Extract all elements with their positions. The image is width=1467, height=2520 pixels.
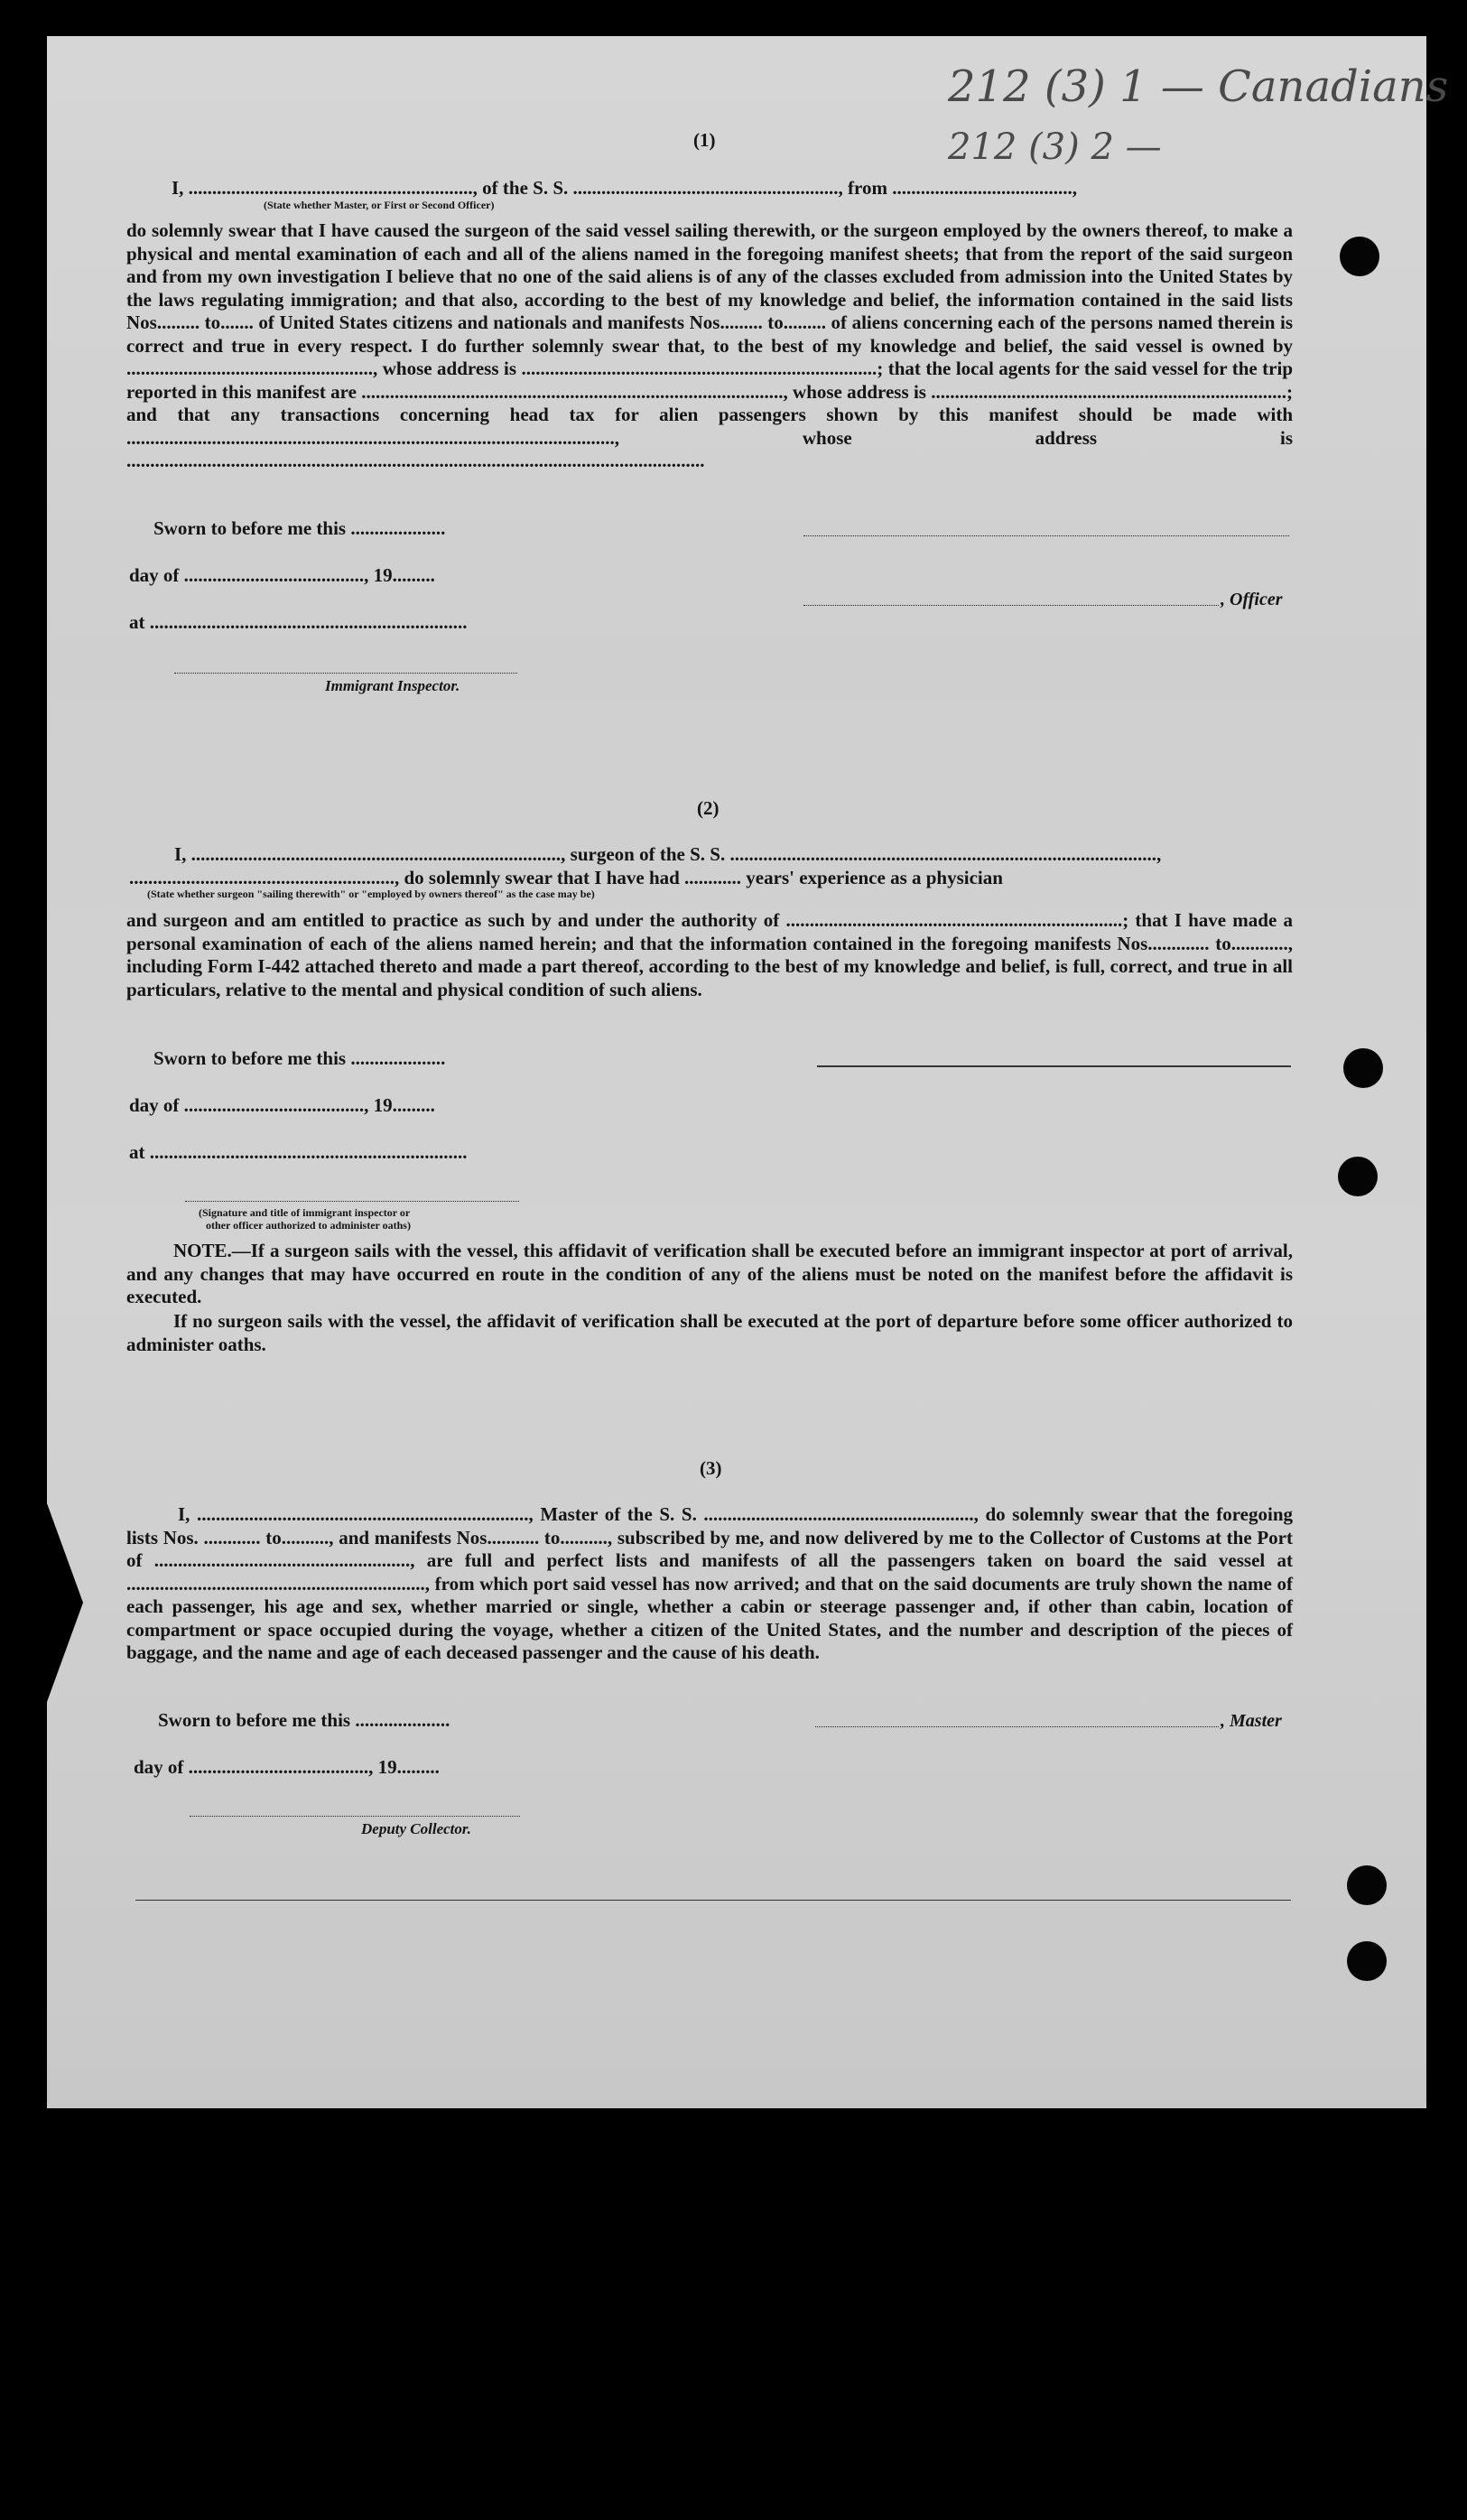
section-1-day-line: day of ......................................, 19......... [129, 564, 435, 586]
handwritten-note-second: 212 (3) 2 — [948, 126, 1162, 168]
officer-label: , Officer [1221, 590, 1283, 609]
binder-hole [1338, 1157, 1378, 1196]
section-2-note-1: NOTE.—If a surgeon sails with the vessel, this affidavit of verification shall be executed before an immigrant inspector at port of arrival, and any changes that may have occurred en route in the condition of any of the aliens must be noted on the manifest before the affidavit is executed. [126, 1240, 1293, 1307]
section-3-sworn-line: Sworn to before me this .................... [158, 1709, 450, 1731]
section-2-signature-note-1: (Signature and title of immigrant inspector or [199, 1206, 411, 1219]
collector-signature-line [190, 1816, 520, 1817]
binder-hole [1347, 1941, 1387, 1981]
section-3-day-line: day of ......................................, 19......... [134, 1756, 440, 1778]
binder-hole [1347, 1865, 1387, 1905]
inspector-signature-line [174, 673, 517, 674]
section-1-oath-paragraph: do solemnly swear that I have caused the surgeon of the said vessel sailing therewith, or the surgeon employed by the owners thereof, to make a physical and mental examination of each and all of the aliens named in the foregoing manifest sheets; that from the report of the said surgeon and from my own investigation I believe that no one of the said aliens is of any of the classes excluded from admission into the United States by the laws regulating immigration; and that also, according to the best of my knowledge and belief, the information contained in the said lists Nos......... to....... of United States citizens and nationals and manifests Nos......... to......... of aliens concerning each of the persons named therein is correct and true in every respect. I do further solemnly swear that, to the best of my knowledge and belief, the said vessel is owned by ...................................................., whose address is ...........................................................................; that the local agents for the said vessel for the trip reported in this manifest are ........................................................................................., whose address is ...........................................................................; and that any transactions concerning head tax for alien passengers shown by this manifest should be made with ......................................................................................................., whose address is .......................................................................................................................... [126, 219, 1293, 471]
section-1-officer-note: (State whether Master, or First or Second Officer) [264, 199, 495, 211]
master-signature-line [815, 1726, 1219, 1727]
deputy-collector-label: Deputy Collector. [361, 1820, 471, 1837]
immigrant-inspector-label: Immigrant Inspector. [325, 677, 460, 694]
handwritten-note-top: 212 (3) 1 — Canadians [948, 61, 1449, 112]
master-label: , Master [1221, 1711, 1282, 1731]
section-2-experience-line: ........................................................, do solemnly swear that I have had ............ years' experience as a physician [129, 867, 1003, 888]
torn-edge [47, 1503, 83, 1702]
section-3-oath-paragraph: I, ......................................................................, Master of the S. S. ........................................................., do solemnly swear that the foregoing lists Nos. ............ to.........., and manifests Nos........... to.........., subscribed by me, and now delivered by me to the Collector of Customs at the Port of ......................................................, are full and perfect lists and manifests of all the passengers taken on board the said vessel at ..............................................................., from which port said vessel has now arrived; and that on the said documents are truly shown the name of each passenger, his age and sex, whether married or single, whether a cabin or steerage passenger and, if other than cabin, location of compartment or space occupied during the voyage, whether a citizen of the United States, and the number and description of the pieces of baggage, and the name and age of each deceased passenger and the cause of his death. [126, 1503, 1293, 1663]
section-3-number: (3) [700, 1457, 722, 1479]
surgeon-signature-line [817, 1065, 1291, 1067]
section-1-at-line: at ................................................................... [129, 611, 468, 633]
section-2-surgeon-note: (State whether surgeon "sailing therewith" or "employed by owners thereof" as the case may be) [147, 888, 595, 900]
section-2-oath-paragraph: and surgeon and am entitled to practice as such by and under the authority of .......................................................................; that I have made a personal examination of each of the aliens named herein; and that the information contained in the foregoing manifests Nos............. to............, including Form I-442 attached thereto and made a part thereof, according to the best of my knowledge and belief, is full, correct, and true in all particulars, relative to the mental and physical condition of such aliens. [126, 909, 1293, 1000]
section-2-day-line: day of ......................................, 19......... [129, 1094, 435, 1116]
binder-hole [1343, 1048, 1383, 1088]
section-2-at-line: at ................................................................... [129, 1141, 468, 1163]
section-1-sworn-line: Sworn to before me this .................... [153, 517, 446, 539]
section-2-sworn-line: Sworn to before me this .................... [153, 1047, 446, 1069]
section-2-note-2: If no surgeon sails with the vessel, the affidavit of verification shall be executed at the port of departure before some officer authorized to administer oaths. [126, 1310, 1293, 1355]
binder-hole [1340, 237, 1379, 276]
section-2-number: (2) [697, 797, 720, 819]
section-2-opening-line: I, .............................................................................., surgeon of the S. S. .........................................................................................., [174, 843, 1162, 865]
section-1-number: (1) [693, 129, 716, 151]
bottom-rule [135, 1900, 1291, 1901]
officer-signature-line-2 [803, 605, 1219, 606]
officer-signature-line-1 [803, 535, 1289, 536]
section-2-signature-note-2: other officer authorized to administer oaths) [206, 1219, 411, 1232]
section-1-opening-line: I, ............................................................, of the S. S. ........................................................, from ......................................, [172, 177, 1077, 199]
section-2-inspector-signature-line [185, 1201, 519, 1202]
